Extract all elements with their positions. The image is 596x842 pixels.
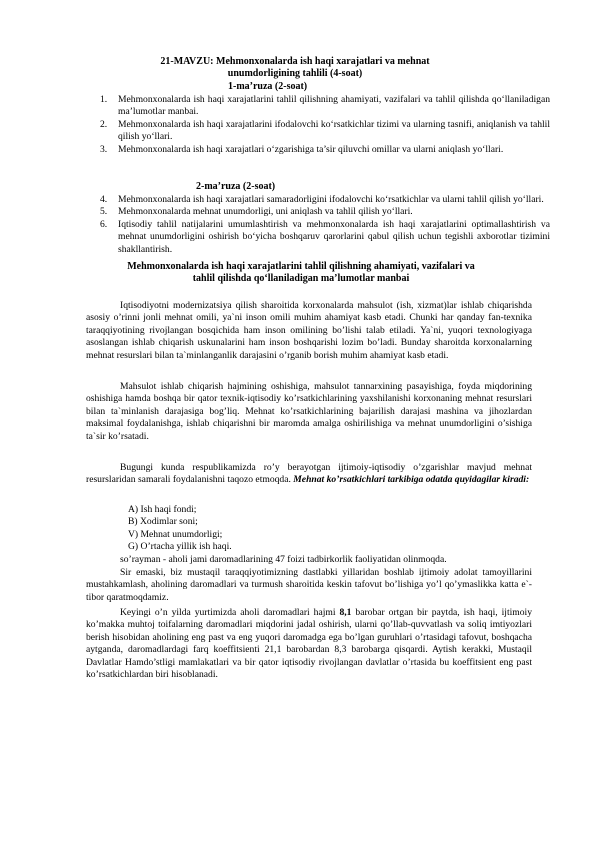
- list-item: V) Mehnat unumdorligi;: [128, 528, 223, 540]
- topic-title: [90, 56, 500, 81]
- topics-list-part1: [100, 94, 550, 156]
- topic-item: 3. Mehmonxonalarda ish haqi xarajatlari o‘zgarishiga ta’sir qiluvchi omillar va ularni aniqlash yo‘llari.: [100, 143, 504, 155]
- topic-item: 4. Mehmonxonalarda ish haqi xarajatlari samaradorligini ifodalovchi ko‘rsatkichlar va ularni tahlil qilish yo‘llari.: [100, 194, 544, 205]
- topic-item: 1. Mehmonxonalarda ish haqi xarajatlarini tahlil qilishning ahamiyati, vazifalari va tahlil qilishda qo‘llaniladigan ma’lumotlar manbai.: [100, 94, 550, 118]
- paragraph-4: Sir emaski, biz mustaqil taraqqiyotimizning dastlabki yillaridan boshlab ijtimoiy adolat tamoyillarini mustahkamlash, aholining daromadlari va turmush sharoitida keskin tafovut bo’lishiga yo’l qo’ymaslikka katta e`-tibor qaratmoqdamiz.: [86, 567, 532, 603]
- topic-item: 2. Mehmonxonalarda ish haqi xarajatlarini ifodalovchi ko‘rsatkichlar tizimi va ularning tasnifi, aniqlanish va tahlil qilish yo‘llari.: [100, 118, 550, 143]
- lecture-2-heading: 2-ma’ruza (2-soat): [196, 181, 276, 192]
- topic-item: 5. Mehmonxonalarda mehnat unumdorligi, uni aniqlash va tahlil qilish yo‘llari.: [100, 206, 413, 218]
- paragraph-5: Keyingi o’n yilda yurtimizda aholi daromadlari hajmi 8,1 barobar ortgan bir paytda, ish haqi, ijtimoiy ko’makka muhtoj toifalarning daromadlari miqdorini jadal oshirish, ularni qo’llab-quvvatlash va soliq imtiyozlari berish hisobidan aholining eng past va eng yuqori daromadga ega bo’lgan guruhlari o’rtasidagi tafovut, boshqacha aytganda, daromadlardagi farq koeffitsienti 21,1 barobardan 8,3 barobarga qisqardi. Aytish kerakki, Mustaqil Davlatlar Hamdo’stligi mamlakatlari va bir qator iqtisodiy rivojlangan davlatlar o’rtasida bu koeffitsient eng past ko’rsatkichlardan biri hisoblanadi.: [86, 607, 533, 681]
- income-growth-value: 8,1: [339, 607, 352, 618]
- paragraph-3-text: Bugungi kunda respublikamizda ro’y berayotgan ijtimoiy-iqtisodiy o’zgarishlar mavjud mehnat resurslaridan samarali foydalanishni taqozo etmoqda.: [86, 462, 532, 486]
- lecture-1-heading: 1-ma’ruza (2-soat): [228, 81, 308, 92]
- section-title-line1: Mehmonxonalarda ish haqi xarajatlarini tahlil qilishning ahamiyati, vazifalari va: [127, 261, 475, 272]
- paragraph-2: Mahsulot ishlab chiqarish hajmining oshishiga, mahsulot tannarxining pasayishiga, foyda miqdorining oshishiga hamda boshqa bir qator texnik-iqtisodiy ko’rsatkichlarining yaxshilanishi korxonaning mehnat resurslari bilan ta`minlanish darajasiga bog’liq. Mehnat ko’rsatkichlarining bajarilish darajasi mashina va jihozlardan maksimal foydalanishga, ishlab chiqarishni bir maromda amalga oshirilishiga va mehnat unumdorligini o’sishiga ta`sir ko’rsatadi.: [86, 381, 532, 442]
- topics-list-part2: [100, 194, 550, 256]
- paragraph-1: Iqtisodiyotni modernizatsiya qilish sharoitida korxonalarda mahsulot (ish, xizmat)lar ishlab chiqarishda asosiy o’rinni jonli mehnat omili, ya`ni inson omili muhim ahamiyat kasb etadi. Chunki har qanday fan-texnika taraqqiyotining rivojlangan bosqichida ham inson omilining bo’lishi talab etiladi. Ya`ni, yuqori texnologiyaga asoslangan ishlab chiqarish uskunalarini ham inson boshqarishi lozim bo’ladi. Bunday sharoitda korxonalarning mehnat resurslari bilan ta`minlanganlik darajasini o’rganib borish muhim ahamiyat kasb etadi.: [86, 300, 532, 361]
- labour-indicators-list: [128, 504, 428, 554]
- list-item: B) Xodimlar soni;: [128, 516, 198, 528]
- income-statement-line: so’rayman - aholi jami daromadlarining 47 foizi tadbirkorlik faoliyatidan olinmoqda.: [120, 554, 447, 565]
- topic-title-line2: unumdorligining tahlili (4-soat): [227, 68, 363, 80]
- paragraph-3: [86, 462, 532, 487]
- list-item: G) O’rtacha yillik ish haqi.: [128, 541, 232, 553]
- section-title-line2: tahlil qilishda qo‘llaniladigan ma’lumotlar manbai: [192, 273, 410, 285]
- topic-title-line1: 21-MAVZU: Mehmonxonalarda ish haqi xarajatlari va mehnat: [160, 56, 430, 67]
- list-item: A) Ish haqi fondi;: [128, 504, 197, 515]
- section-title: [96, 261, 506, 286]
- topic-item: 6. Iqtisodiy tahlil natijalarini umumlashtirish va mehmonxonalarda ish haqi xarajatlarini optimallashtirish va mehnat unumdorligini oshirish bo‘yicha boshqaruv qarorlarini qabul qilish uchun tegishli axborotlar tizimini shakllantirish.: [100, 218, 550, 255]
- paragraph-3-emphasis: Mehnat ko’rsatkichlari tarkibiga odatda quyidagilar kiradi:: [293, 474, 530, 486]
